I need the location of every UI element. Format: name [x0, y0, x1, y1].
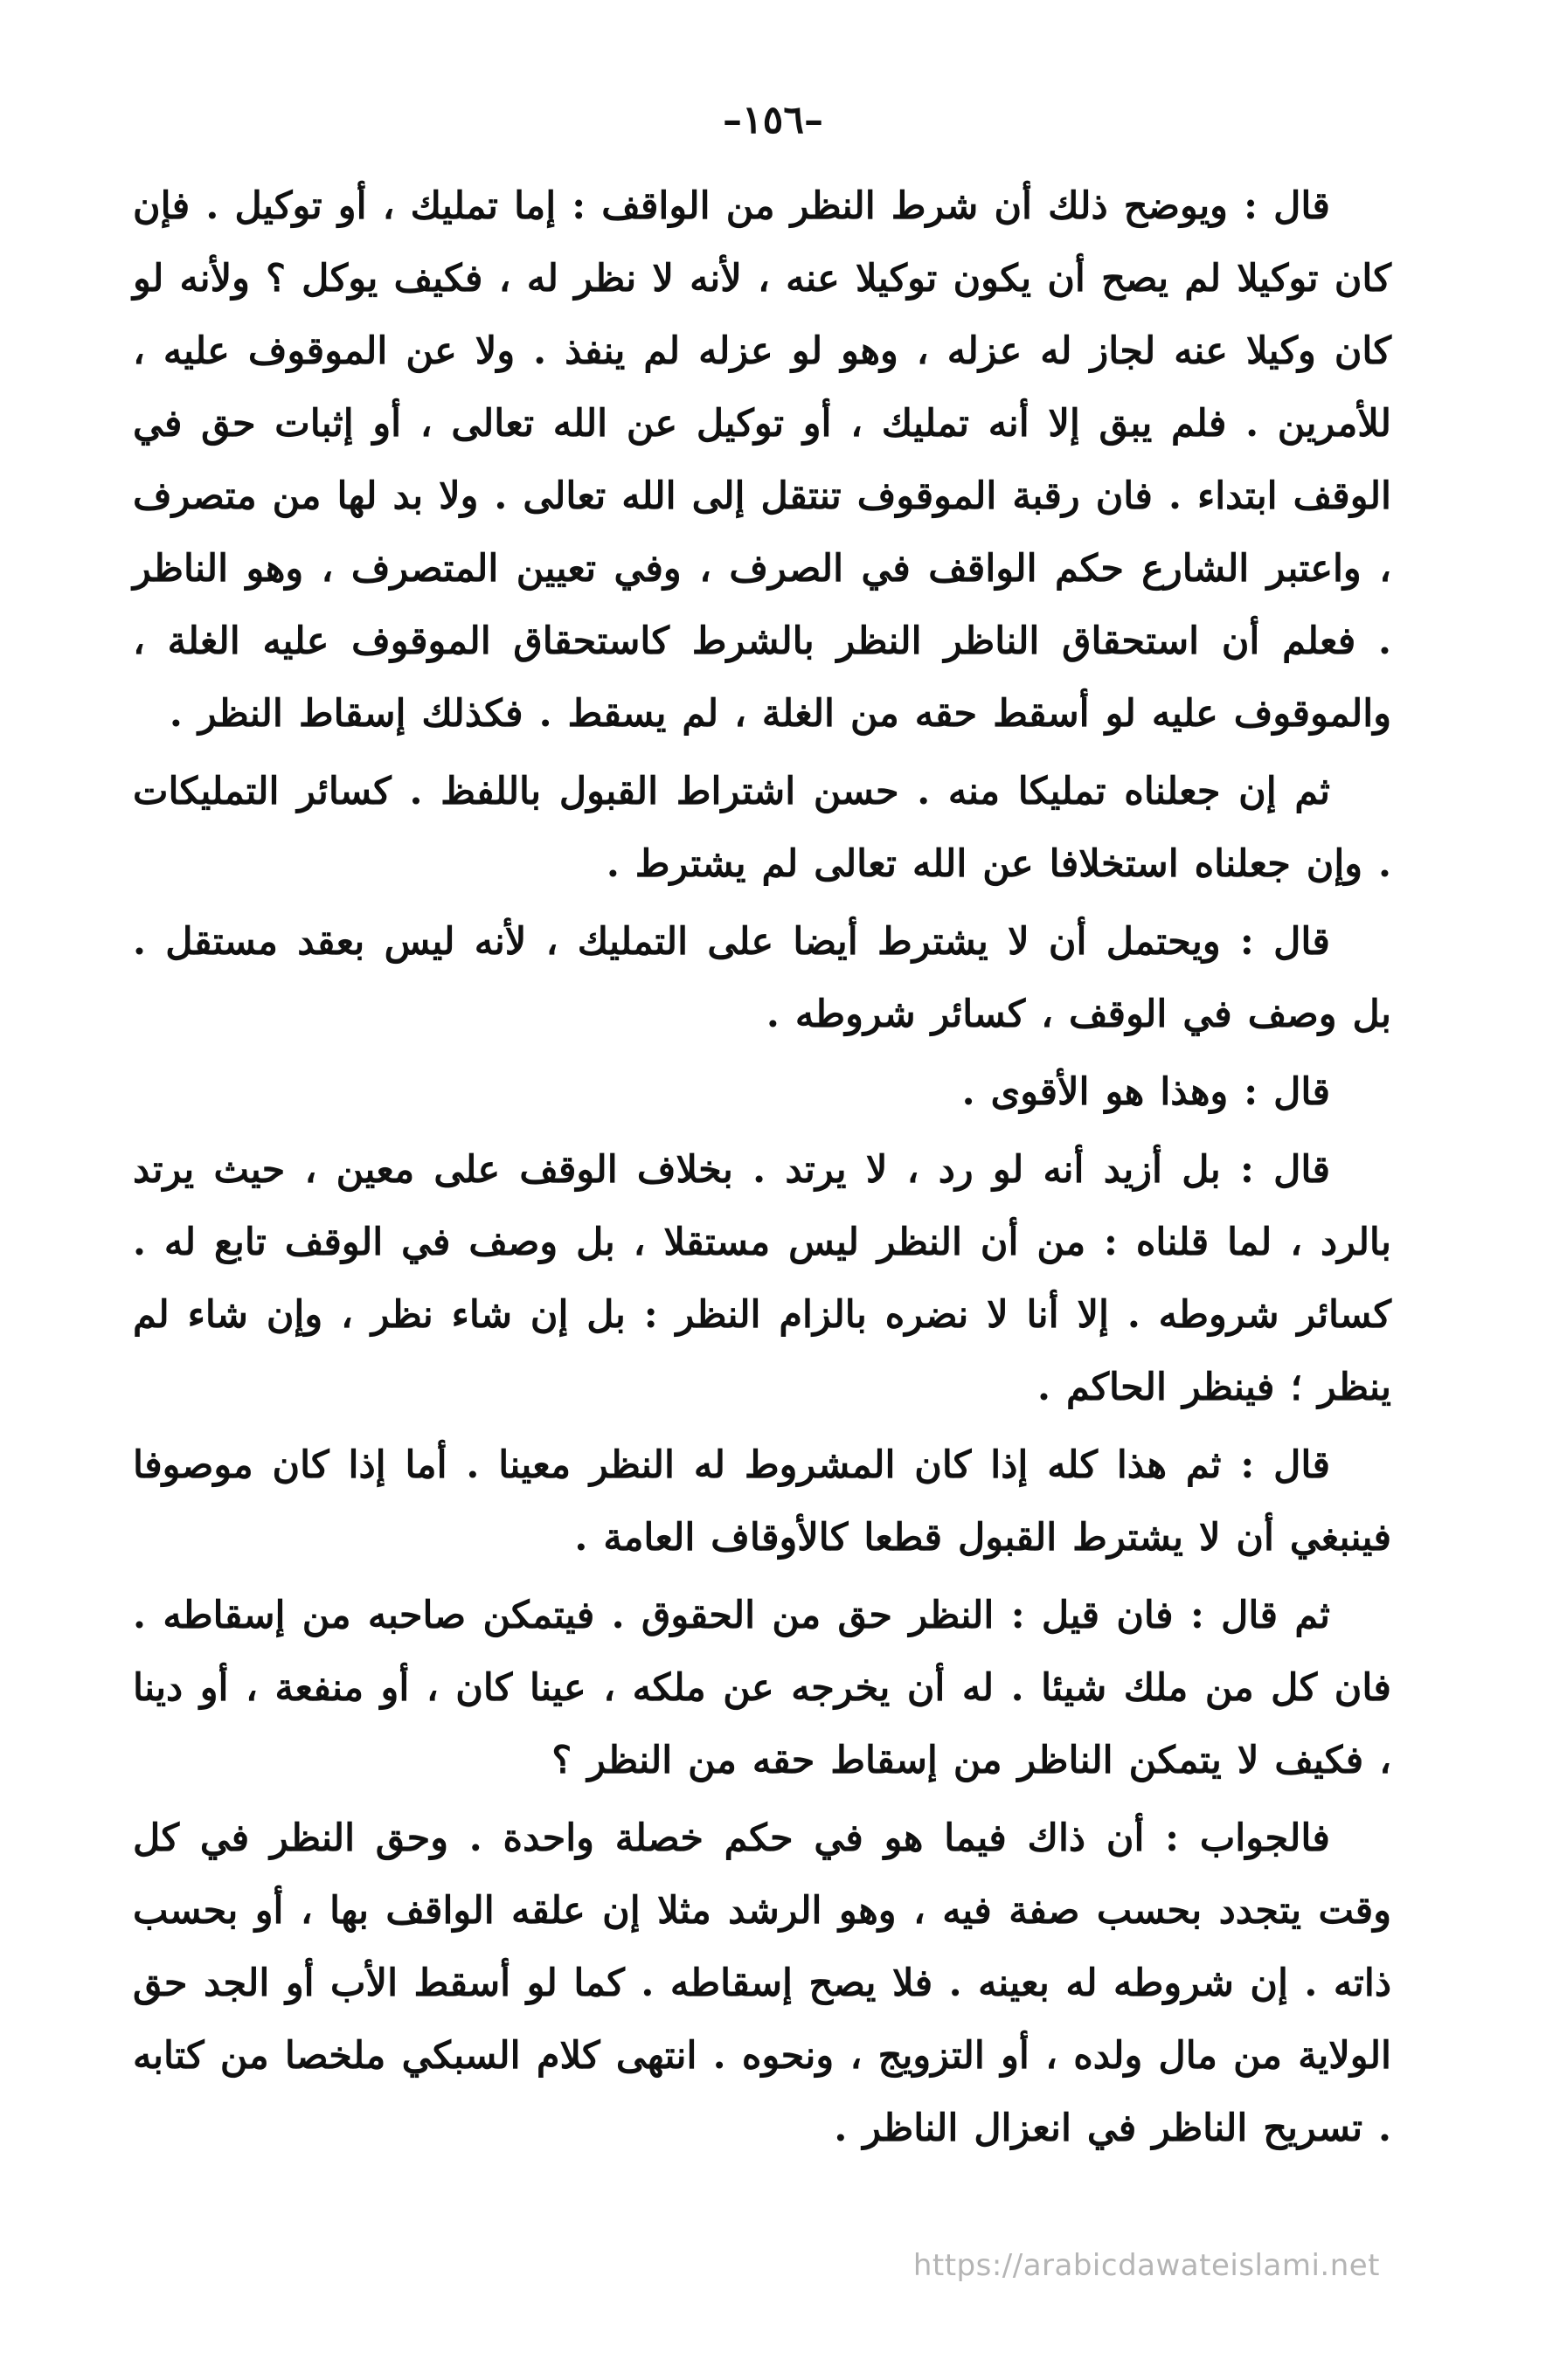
paragraph: قال : ويوضح ذلك أن شرط النظر من الواقف : إما تمليك ، أو توكيل . فإن كان توكيلا لم يصح أن يكون توكيلا عنه ، لأنه لا نظر له ، فكيف يوكل ؟ ولأنه لو كان وكيلا عنه لجاز له عزله ، وهو لو عزله لم ينفذ . ولا عن الموقوف عليه ، للأمرين . فلم يبق إلا أنه تمليك ، أو توكيل عن الله تعالى ، أو إثبات حق في الوقف ابتداء . فان رقبة الموقوف تنتقل إلى الله تعالى . ولا بد لها من متصرف ، واعتبر الشارع حكم الواقف في الصرف ، وفي تعيين المتصرف ، وهو الناظر . فعلم أن استحقاق الناظر النظر بالشرط كاستحقاق الموقوف عليه الغلة ، والموقوف عليه لو أسقط حقه من الغلة ، لم يسقط . فكذلك إسقاط النظر . — [133, 184, 1391, 736]
watermark-url: https://arabicdawateislami.net — [912, 2248, 1380, 2283]
paragraph: قال : بل أزيد أنه لو رد ، لا يرتد . بخلاف الوقف على معين ، حيث يرتد بالرد ، لما قلناه : من أن النظر ليس مستقلا ، بل وصف في الوقف تابع له . كسائر شروطه . إلا أنا لا نضره بالزام النظر : بل إن شاء نظر ، وإن شاء لم ينظر ؛ فينظر الحاكم . — [133, 1148, 1391, 1409]
paragraph: قال : ثم هذا كله إذا كان المشروط له النظر معينا . أما إذا كان موصوفا فينبغي أن لا يشترط القبول قطعا كالأوقاف العامة . — [133, 1443, 1391, 1560]
page-text — [133, 170, 1391, 2170]
page-number: –١٥٦– — [723, 98, 823, 142]
paragraph: ثم قال : فان قيل : النظر حق من الحقوق . فيتمكن صاحبه من إسقاطه . فان كل من ملك شيئا . له أن يخرجه عن ملكه ، عينا كان ، أو منفعة ، أو دينا ، فكيف لا يتمكن الناظر من إسقاط حقه من النظر ؟ — [133, 1594, 1391, 1782]
paragraph: ثم إن جعلناه تمليكا منه . حسن اشتراط القبول باللفظ . كسائر التمليكات . وإن جعلناه استخلافا عن الله تعالى لم يشترط . — [133, 770, 1391, 886]
paragraph: فالجواب : أن ذاك فيما هو في حكم خصلة واحدة . وحق النظر في كل وقت يتجدد بحسب صفة فيه ، وهو الرشد مثلا إن علقه الواقف بها ، أو بحسب ذاته . إن شروطه له بعينه . فلا يصح إسقاطه . كما لو أسقط الأب أو الجد حق الولاية من مال ولده ، أو التزويج ، ونحوه . انتهى كلام السبكي ملخصا من كتابه . تسريح الناظر في انعزال الناظر . — [133, 1816, 1391, 2150]
paragraph: قال : ويحتمل أن لا يشترط أيضا على التمليك ، لأنه ليس بعقد مستقل . بل وصف في الوقف ، كسائر شروطه . — [133, 920, 1391, 1036]
paragraph: قال : وهذا هو الأقوى . — [961, 1070, 1330, 1114]
